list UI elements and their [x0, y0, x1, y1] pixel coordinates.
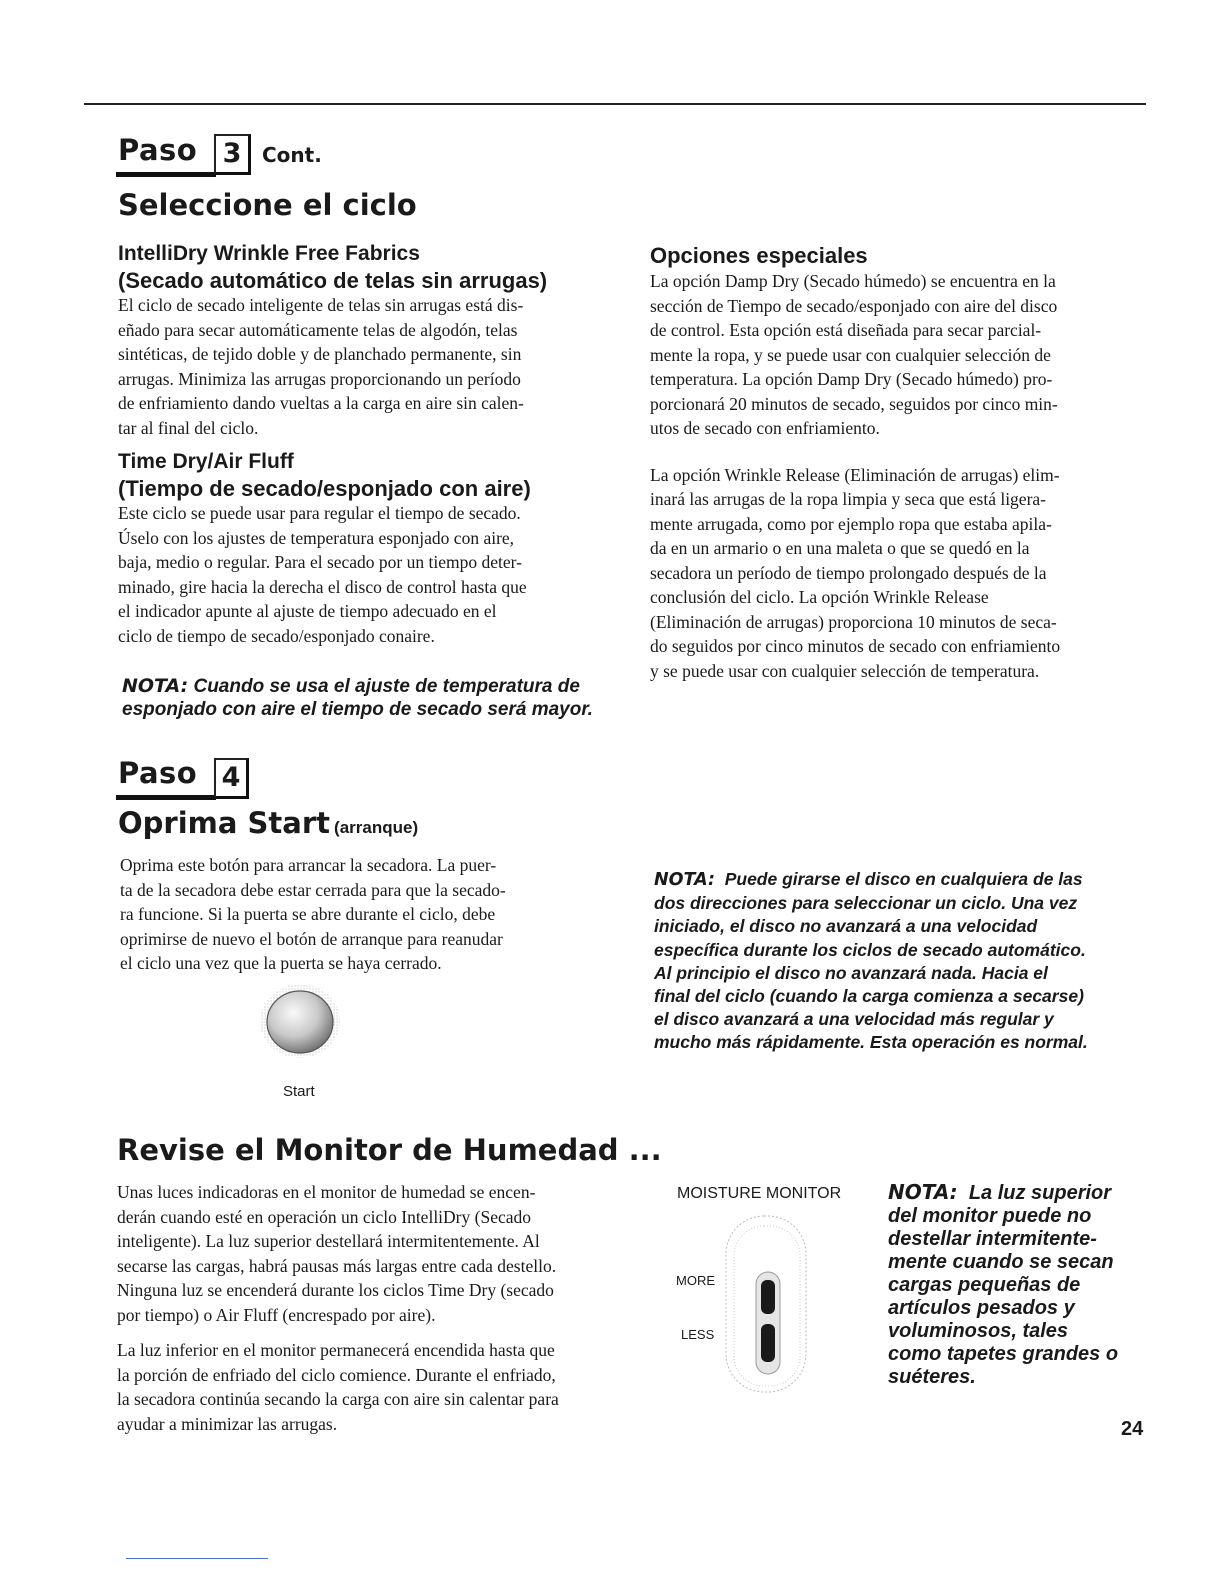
step4-number-box: 4 — [214, 758, 249, 799]
step3-cont: Cont. — [262, 143, 322, 167]
note-text: dos direcciones para seleccionar un ciclo. Una vez — [654, 893, 1078, 914]
step4-underline — [116, 795, 216, 800]
moisture-monitor-panel — [716, 1212, 820, 1398]
text-line: Úselo con los ajustes de temperatura esponjado con aire, — [118, 527, 515, 548]
note-text: mucho más rápidamente. Esta operación es normal. — [654, 1032, 1088, 1053]
note-label: NOTA: — [122, 675, 189, 697]
step3-note — [122, 675, 622, 721]
text-line: de enfriamiento dando vueltas a la carga en aire sin calen- — [118, 393, 524, 413]
text-line: sintéticas, de tejido doble y de planchado permanente, sin — [118, 344, 522, 364]
text-line: la porción de enfriado del ciclo comience. Durante el enfriado, — [117, 1364, 556, 1385]
text-line: oprimirse de nuevo el botón de arranque para reanudar — [120, 928, 503, 949]
text-line: derán cuando esté en operación un ciclo IntelliDry (Secado — [117, 1206, 531, 1227]
text-line: y se puede usar con cualquier selección de temperatura. — [650, 660, 1040, 681]
text-line: el indicador apunte al ajuste de tiempo adecuado en el — [118, 601, 497, 621]
text-line: por tiempo) o Air Fluff (encrespado por aire). — [117, 1304, 436, 1325]
text-line: inará las arrugas de la ropa limpia y seca que está ligera- — [650, 489, 1046, 509]
note-label: NOTA: — [654, 870, 715, 890]
note-text: mente cuando se secan — [888, 1251, 1114, 1273]
text-line: utos de secado con enfriamiento. — [650, 418, 880, 438]
timedry-heading: Time Dry/Air Fluff — [118, 450, 294, 473]
text-line: La opción Wrinkle Release (Eliminación de arrugas) elim- — [650, 464, 1060, 485]
note-text: esponjado con aire el tiempo de secado será mayor. — [122, 699, 593, 720]
intellidry-section — [118, 240, 613, 440]
step4-body — [120, 853, 588, 976]
text-line: de control. Esta opción está diseñada para secar parcial- — [650, 320, 1042, 340]
more-label: MORE — [676, 1273, 715, 1288]
text-line: eñado para secar automáticamente telas de algodón, telas — [118, 319, 518, 340]
text-line: secadora un período de tiempo prolongado después de la — [650, 562, 1047, 583]
text-line: ra funcione. Si la puerta se abre durante el ciclo, debe — [120, 904, 496, 924]
note-text: como tapetes grandes o — [888, 1343, 1119, 1365]
note-text: La luz superior — [968, 1182, 1112, 1204]
monitor-para2 — [117, 1338, 649, 1436]
text-line: Oprima este botón para arrancar la secadora. La puer- — [120, 855, 497, 875]
text-line: tar al final del ciclo. — [118, 417, 259, 438]
note-text: voluminosos, tales — [888, 1320, 1069, 1342]
text-line: ta de la secadora debe estar cerrada para que la secado- — [120, 879, 506, 900]
bottom-rule — [126, 1558, 268, 1559]
text-line: do seguidos por cinco minutos de secado con enfriamiento — [650, 636, 1061, 656]
text-line: Unas luces indicadoras en el monitor de humedad se encen- — [117, 1182, 536, 1202]
intellidry-body — [118, 293, 613, 440]
page-number: 24 — [1121, 1418, 1144, 1440]
text-line: conclusión del ciclo. La opción Wrinkle Release — [650, 587, 989, 607]
text-line: temperatura. La opción Damp Dry (Secado húmedo) pro- — [650, 369, 1053, 389]
note-text: el disco avanzará a una velocidad más regular y — [654, 1009, 1054, 1030]
text-line: porcionará 20 minutos de secado, seguidos por cinco min- — [650, 393, 1058, 414]
text-line: da en un armario o en una maleta o que se quedó en la — [650, 538, 1030, 558]
step3-underline — [116, 172, 216, 177]
step4-title-small: (arranque) — [334, 818, 419, 837]
opciones-heading: Opciones especiales — [650, 243, 868, 268]
text-line: inteligente). La luz superior destellará intermitentemente. Al — [117, 1231, 540, 1251]
text-line: ciclo de tiempo de secado/esponjado conaire. — [118, 625, 435, 646]
note-text: iniciado, el disco no avanzará a una velocidad — [654, 916, 1038, 937]
note-text: Puede girarse el disco en cualquiera de las — [724, 869, 1083, 889]
note-text: específica durante los ciclos de secado automático. — [654, 939, 1086, 960]
monitor-para1 — [117, 1180, 649, 1327]
timedry-body — [118, 501, 613, 648]
text-line: secarse las cargas, habrá pausas más largas entre cada destello. — [117, 1255, 557, 1276]
moisture-monitor-label: MOISTURE MONITOR — [677, 1185, 842, 1202]
text-line: La opción Damp Dry (Secado húmedo) se encuentra en la — [650, 271, 1056, 291]
note-text: del monitor puede no — [888, 1205, 1092, 1227]
text-line: La luz inferior en el monitor permanecerá encendida hasta que — [117, 1340, 555, 1360]
step4-title-row — [118, 806, 418, 840]
text-line: Ninguna luz se encenderá durante los ciclos Time Dry (secado — [117, 1280, 554, 1300]
step4-title: Oprima Start — [118, 806, 331, 840]
step4-paso-label: Paso — [118, 756, 198, 790]
start-button-illustration — [258, 982, 342, 1060]
opciones-para1 — [650, 269, 1143, 441]
text-line: ayudar a minimizar las arrugas. — [117, 1413, 338, 1434]
monitor-note — [888, 1181, 1130, 1389]
opciones-para2 — [650, 463, 1143, 684]
intellidry-heading: IntelliDry Wrinkle Free Fabrics — [118, 242, 420, 265]
opciones-section — [650, 242, 1143, 683]
text-line: arrugas. Minimiza las arrugas proporcionando un período — [118, 368, 521, 389]
note-label: NOTA: — [888, 1180, 958, 1204]
monitor-title: Revise el Monitor de Humedad ... — [117, 1133, 662, 1167]
note-text: Cuando se usa el ajuste de temperatura de — [193, 676, 580, 697]
text-line: minado, gire hacia la derecha el disco de control hasta que — [118, 576, 527, 597]
note-text: final del ciclo (cuando la carga comienza a secarse) — [654, 986, 1084, 1007]
step3-title: Seleccione el ciclo — [118, 188, 417, 222]
text-line: la secadora continúa secando la carga con aire sin calentar para — [117, 1389, 559, 1409]
text-line: el ciclo una vez que la puerta se haya cerrado. — [120, 953, 442, 973]
step3-number-box: 3 — [214, 134, 251, 175]
note-text: Al principio el disco no avanzará nada. Hacia el — [654, 962, 1048, 983]
less-label: LESS — [681, 1327, 715, 1342]
timedry-subheading: (Tiempo de secado/esponjado con aire) — [118, 476, 531, 501]
timedry-section — [118, 448, 613, 648]
step4-note — [654, 868, 1124, 1055]
note-text: cargas pequeñas de — [888, 1274, 1081, 1296]
text-line: El ciclo de secado inteligente de telas sin arrugas está dis- — [118, 295, 524, 315]
start-label: Start — [283, 1083, 315, 1100]
step3-paso-label: Paso — [118, 133, 198, 167]
text-line: sección de Tiempo de secado/esponjado con aire del disco — [650, 295, 1058, 316]
intellidry-subheading: (Secado automático de telas sin arrugas) — [118, 268, 548, 293]
note-text: suéteres. — [888, 1366, 976, 1388]
text-line: Este ciclo se puede usar para regular el tiempo de secado. — [118, 503, 521, 523]
top-rule — [84, 103, 1146, 105]
note-text: artículos pesados y — [888, 1297, 1075, 1319]
moisture-monitor-icon — [716, 1212, 820, 1398]
note-text: destellar intermitente- — [888, 1228, 1097, 1250]
text-line: mente la ropa, y se puede usar con cualquier selección de — [650, 344, 1051, 365]
text-line: mente arrugada, como por ejemplo ropa que estaba apila- — [650, 513, 1052, 534]
text-line: (Eliminación de arrugas) proporciona 10 minutos de seca- — [650, 611, 1057, 632]
start-button-icon — [258, 982, 342, 1060]
text-line: baja, medio o regular. Para el secado por un tiempo deter- — [118, 552, 522, 572]
